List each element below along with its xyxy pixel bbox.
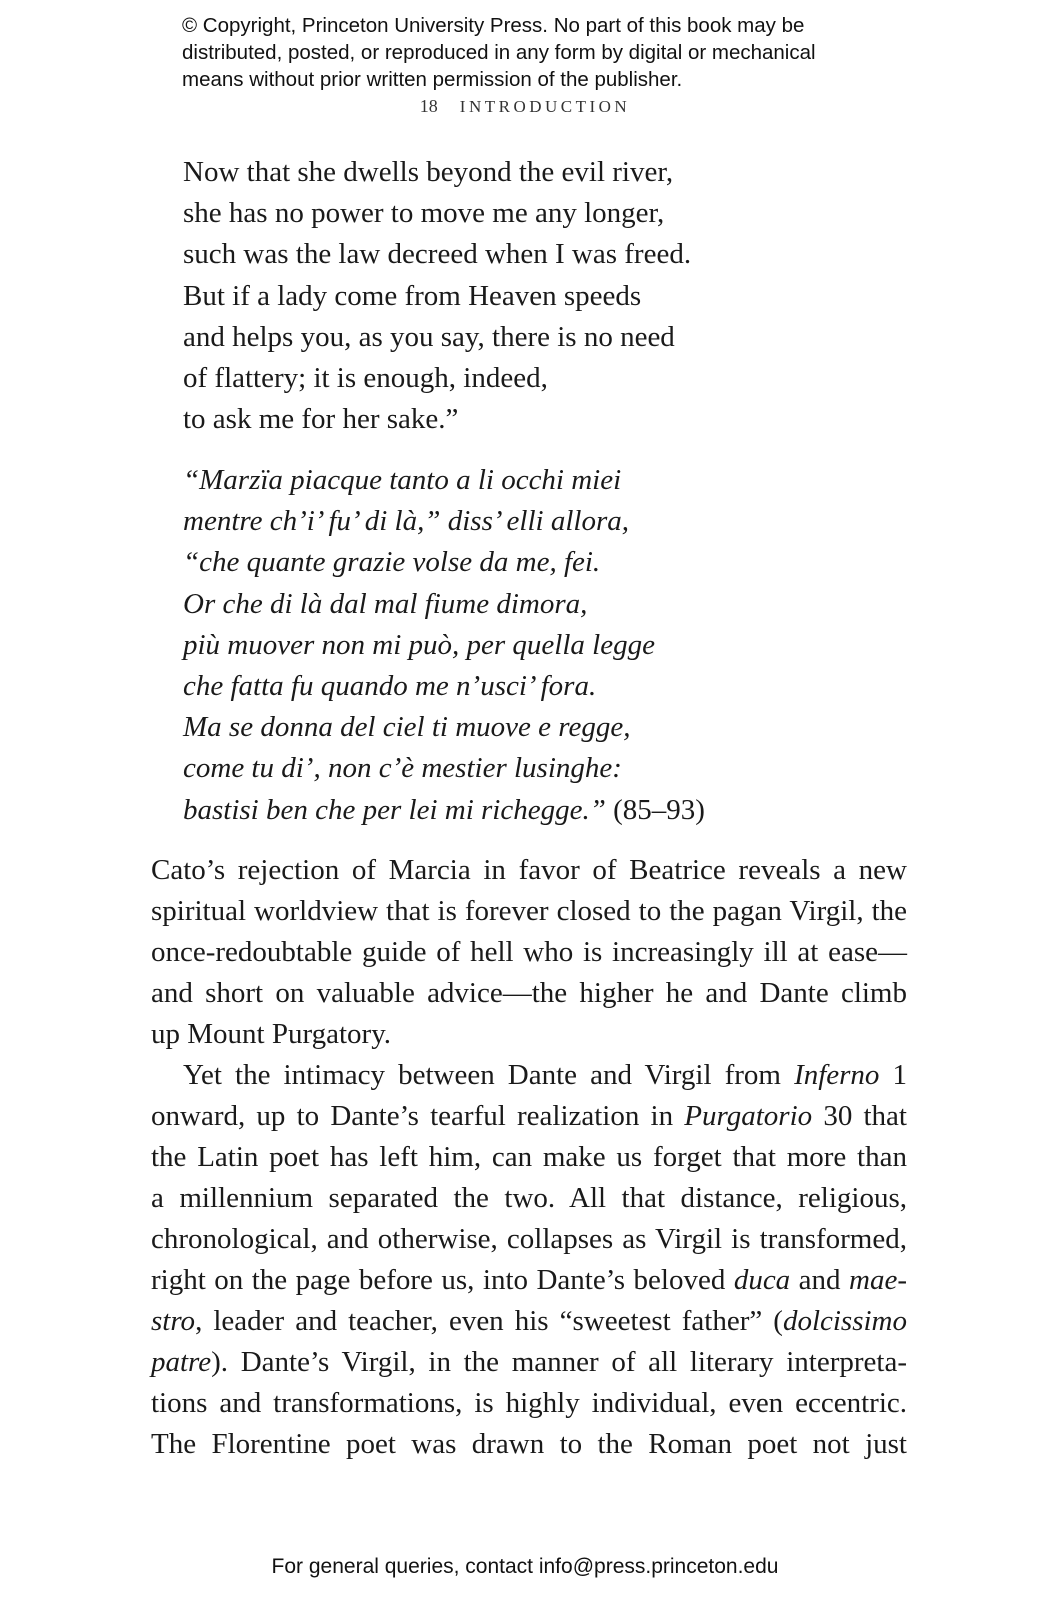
text-line [151,1055,907,1096]
text-line: and short on valuable advice—the higher he and Dante climb [151,977,907,1009]
text-line [151,1301,907,1342]
body-text [151,850,907,1465]
text-span: right on the page before us, into Dante’s beloved [151,1264,734,1296]
chapter-title: INTRODUCTION [459,97,631,116]
text-line: the Latin poet has left him, can make us forget that more than [151,1141,907,1173]
text-line: The Florentine poet was drawn to the Roman poet not just [151,1428,907,1460]
page-number: 18 [419,96,438,116]
verse-line: come tu di’, non c’è mestier lusinghe: [183,752,622,785]
copyright-line: distributed, posted, or reproduced in any form by digital or mechanical [182,41,816,64]
copyright-line: © Copyright, Princeton University Press. No part of this book may be [182,14,805,37]
text-span: , leader and teacher, even his “sweetest father” ( [195,1305,783,1337]
text-span: 1 [879,1059,908,1091]
italic-term: stro [151,1305,196,1337]
text-line: up Mount Purgatory. [151,1018,392,1050]
verse-line [183,790,705,831]
verse-line: “Marzïa piacque tanto a li occhi miei [183,464,622,496]
copyright-line: means without prior written permission of the publisher. [182,68,683,91]
work-title: Purgatorio [684,1100,813,1132]
footer-contact: For general queries, contact info@press.princeton.edu [271,1555,779,1578]
verse-line: Or che di là dal mal fiume dimora, [183,587,588,620]
verse-line: such was the law decreed when I was freed. [183,238,692,271]
english-verse [183,152,691,440]
verse-line: she has no power to move me any longer, [183,197,665,230]
verse-line: più muover non mi può, per quella legge [183,628,655,661]
paragraph-2 [151,1055,907,1465]
italian-verse [183,460,705,831]
text-span: and [790,1264,850,1296]
verse-line: and helps you, as you say, there is no need [183,320,675,353]
running-head [0,96,1050,117]
verse-line: Ma se donna del ciel ti muove e regge, [183,711,631,744]
text-line: tions and transformations, is highly individual, even eccentric. [151,1387,907,1419]
italic-term: mae- [849,1264,907,1296]
text-span: ). Dante’s Virgil, in the manner of all literary interpreta- [211,1346,907,1378]
text-span: 30 that [812,1100,907,1132]
verse-line: Now that she dwells beyond the evil river, [183,156,674,188]
text-line [151,1260,907,1301]
text-line: once-redoubtable guide of hell who is increasingly ill at ease— [151,936,907,968]
verse-line: “che quante grazie volse da me, fei. [183,546,601,579]
text-line: a millennium separated the two. All that distance, religious, [151,1182,907,1214]
italic-term: patre [151,1346,212,1378]
line-citation: (85–93) [605,793,705,826]
work-title: Inferno [794,1059,880,1091]
text-line [151,1096,907,1137]
text-line: Cato’s rejection of Marcia in favor of Beatrice reveals a new [151,854,907,886]
text-span: onward, up to Dante’s tearful realization in [151,1100,685,1132]
verse-line: But if a lady come from Heaven speeds [183,279,642,312]
text-line [151,1342,907,1383]
verse-line: che fatta fu quando me n’usci’ fora. [183,670,597,703]
verse-line: mentre ch’i’ fu’ di là,” diss’ elli allora, [183,505,629,538]
text-span: Yet the intimacy between Dante and Virgil from [183,1059,795,1091]
text-line: spiritual worldview that is forever closed to the pagan Virgil, the [151,895,907,927]
verse-text: bastisi ben che per lei mi richegge.” [183,793,606,826]
text-line: chronological, and otherwise, collapses as Virgil is transformed, [151,1223,907,1255]
verse-line: to ask me for her sake.” [183,403,459,436]
verse-line: of flattery; it is enough, indeed, [183,362,548,395]
italic-term: dolcissimo [782,1305,907,1337]
italic-term: duca [733,1264,791,1296]
copyright-notice [182,12,902,93]
paragraph-1 [151,850,907,1055]
